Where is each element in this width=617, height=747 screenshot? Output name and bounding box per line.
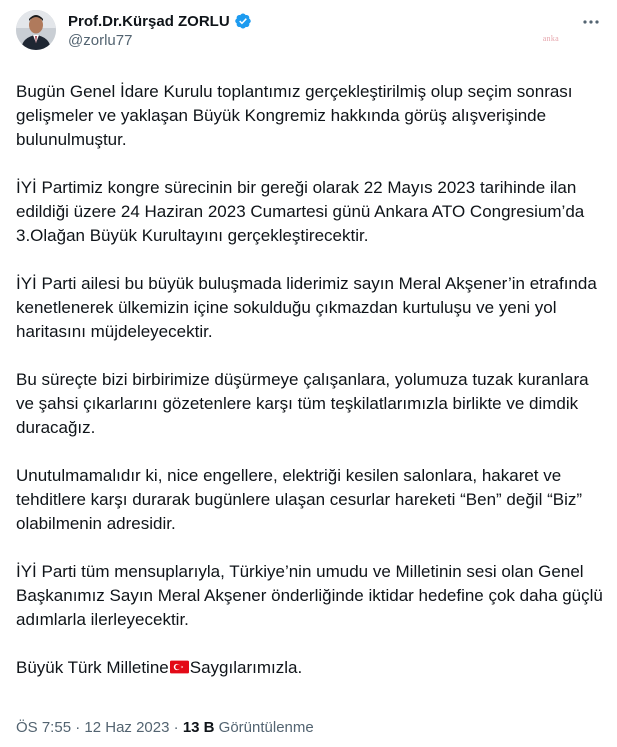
tweet-paragraph: İYİ Partimiz kongre sürecinin bir gereği olarak 22 Mayıs 2023 tarihinde ilan edildiği üzere 24 Haziran 2023 Cumartesi günü Ankara ATO Congresium’da 3.Olağan Büyük Kurultayını gerçekleştirecektir.: [16, 178, 585, 245]
display-name[interactable]: Prof.Dr.Kürşad ZORLU: [68, 12, 230, 30]
tweet-paragraph: Unutulmamalıdır ki, nice engellere, elektriği kesilen salonlara, hakaret ve tehditlere karşı durarak bugünlere ulaşan cesurlar hareketi “Ben” değil “Biz” olabilmenin adresidir.: [16, 466, 583, 533]
views-label: Görüntülenme: [218, 719, 314, 736]
meta-separator: ·: [75, 719, 81, 736]
tweet-paragraph: İYİ Parti tüm mensuplarıyla, Türkiye’nin umudu ve Milletinin sesi olan Genel Başkanımız Sayın Meral Akşener önderliğinde iktidar hedefine çok daha güçlü adımlarla ilerleyecektir.: [16, 562, 603, 629]
avatar[interactable]: [16, 10, 56, 50]
tweet-paragraph: Bu süreçte bizi birbirimize düşürmeye çalışanlara, yolumuza tuzak kuranlara ve şahsi çıkarlarını gözetenlere karşı tüm teşkilatlarımızla birlikte ve dimdik duracağız.: [16, 370, 589, 437]
tweet-paragraph: Bugün Genel İdare Kurulu toplantımız gerçekleştirilmiş olup seçim sonrası gelişmeler ve yaklaşan Büyük Kongremiz hakkında görüş alışverişinde bulunulmuştur.: [16, 82, 573, 149]
tweet-header: [16, 10, 601, 58]
author-names: [68, 11, 252, 49]
profile-avatar-image: [16, 10, 56, 50]
tweet-paragraph: İYİ Parti ailesi bu büyük buluşmada liderimiz sayın Meral Akşener’in etrafında kenetlenerek ülkemizin içine sokulduğu çıkmazdan kurtuluşu ve yeni yol haritasını müjdeleyecektir.: [16, 274, 597, 341]
tweet-meta: [16, 719, 314, 736]
closing-text-before: Büyük Türk Milletine: [16, 658, 169, 677]
tweet-text: [16, 80, 607, 680]
closing-text-after: Saygılarımızla.: [189, 658, 303, 677]
handle[interactable]: @zorlu77: [68, 32, 133, 49]
tweet-time[interactable]: ÖS 7:55: [16, 719, 72, 736]
turkish-flag-icon: [170, 657, 189, 671]
tweet-closing: [16, 656, 607, 680]
watermark-logo: anka: [542, 34, 559, 43]
tweet-date[interactable]: 12 Haz 2023: [84, 719, 170, 736]
views-count: 13 B: [182, 719, 215, 736]
meta-separator: ·: [173, 719, 179, 736]
display-name-row: [68, 11, 252, 31]
more-horizontal-icon[interactable]: [581, 12, 601, 32]
verified-badge-icon[interactable]: [234, 12, 252, 30]
